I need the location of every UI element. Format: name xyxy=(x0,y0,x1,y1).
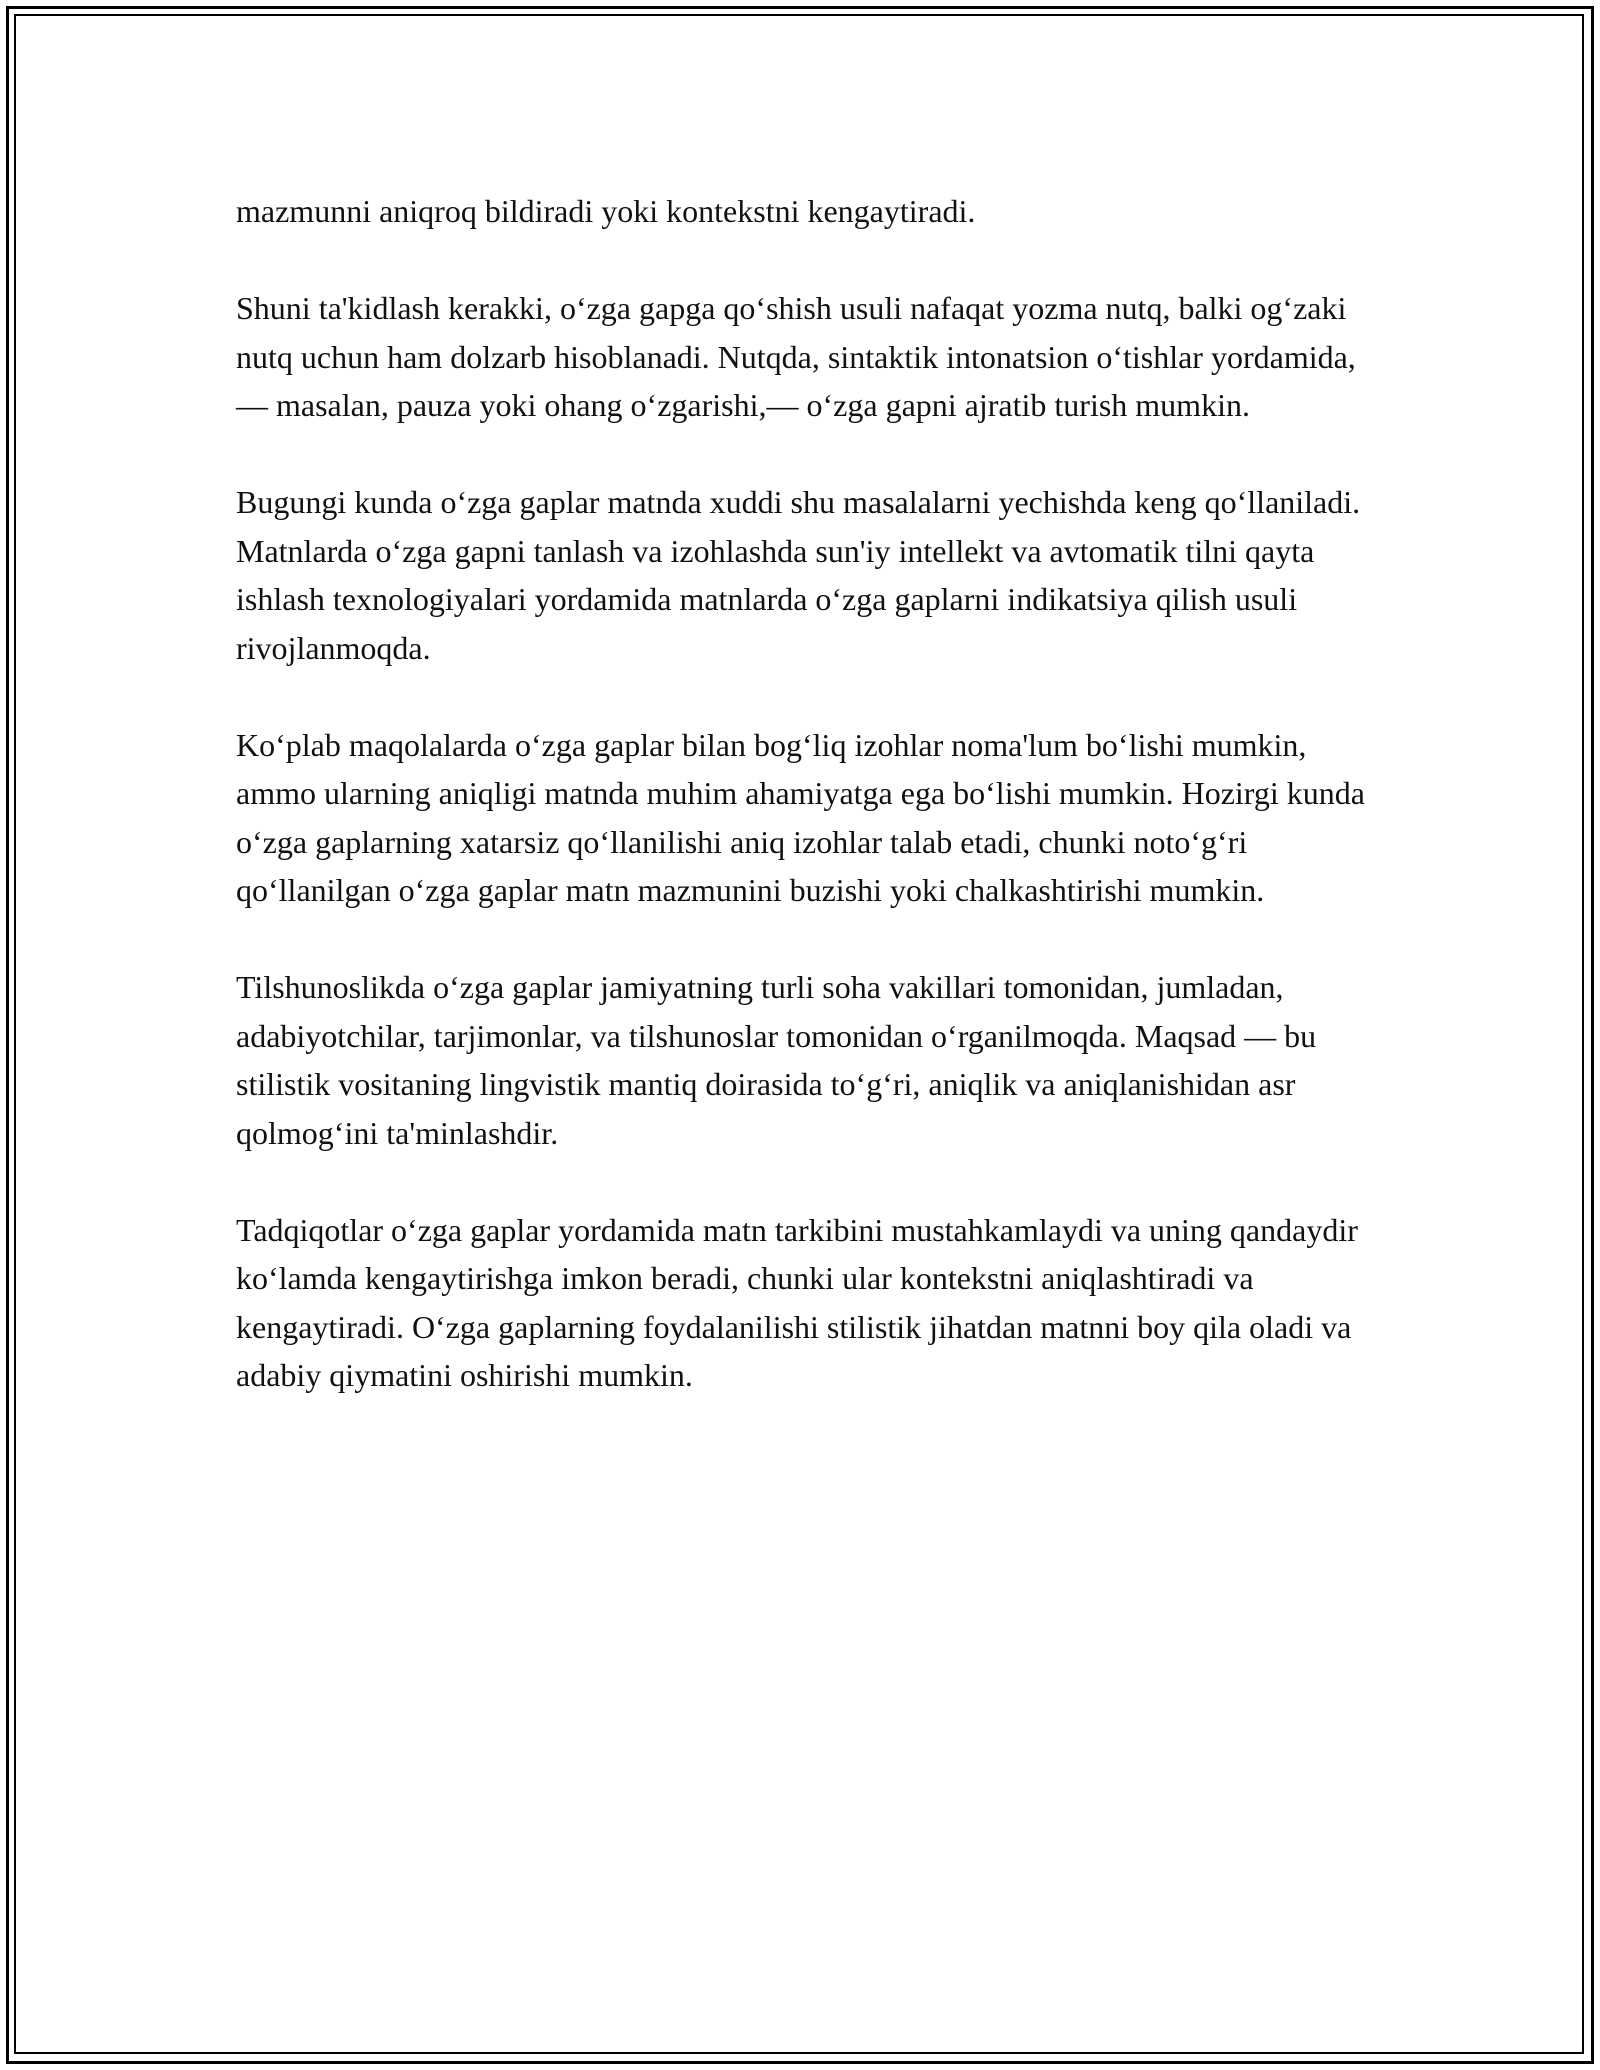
paragraph-2: Shuni ta'kidlash kerakki, o‘zga gapga qo‘shish usuli nafaqat yozma nutq, balki og‘zaki nutq uchun ham dolzarb hisoblanadi. Nutqda, sintaktik intonatsion o‘tishlar yordamida,— masalan, pauza yoki ohang o‘zgarishi,— o‘zga gapni ajratib turish mumkin. xyxy=(236,290,1356,423)
paragraph-6: Tadqiqotlar o‘zga gaplar yordamida matn tarkibini mustahkamlaydi va uning qandaydir ko‘lamda kengaytirishga imkon beradi, chunki ular kontekstni aniqlashtiradi va kengaytiradi. O‘zga gaplarning foydalanilishi stilistik jihatdan matnni boy qila oladi va adabiy qiymatini oshirishi mumkin. xyxy=(236,1211,1358,1393)
document-body xyxy=(236,187,1376,1448)
paragraph-4: Ko‘plab maqolalarda o‘zga gaplar bilan bog‘liq izohlar noma'lum bo‘lishi mumkin, ammo ularning aniqligi matnda muhim ahamiyatga ega bo‘lishi mumkin. Hozirgi kunda o‘zga gaplarning xatarsiz qo‘llanilishi aniq izohlar talab etadi, chunki noto‘g‘ri qo‘llanilgan o‘zga gaplar matn mazmunini buzishi yoki chalkashtirishi mumkin. xyxy=(236,726,1365,908)
paragraph-3: Bugungi kunda o‘zga gaplar matnda xuddi shu masalalarni yechishda keng qo‘llaniladi. Matnlarda o‘zga gapni tanlash va izohlashda sun'iy intellekt va avtomatik tilni qayta ishlash texnologiyalari yordamida matnlarda o‘zga gaplarni indikatsiya qilish usuli rivojlanmoqda. xyxy=(236,484,1361,666)
paragraph-1: mazmunni aniqroq bildiradi yoki kontekstni kengaytiradi. xyxy=(236,193,976,229)
paragraph-5: Tilshunoslikda o‘zga gaplar jamiyatning turli soha vakillari tomonidan, jumladan, adabiyotchilar, tarjimonlar, va tilshunoslar tomonidan o‘rganilmoqda. Maqsad — bu stilistik vositaning lingvistik mantiq doirasida to‘g‘ri, aniqlik va aniqlanishidan asr qolmog‘ini ta'minlashdir. xyxy=(236,969,1317,1151)
